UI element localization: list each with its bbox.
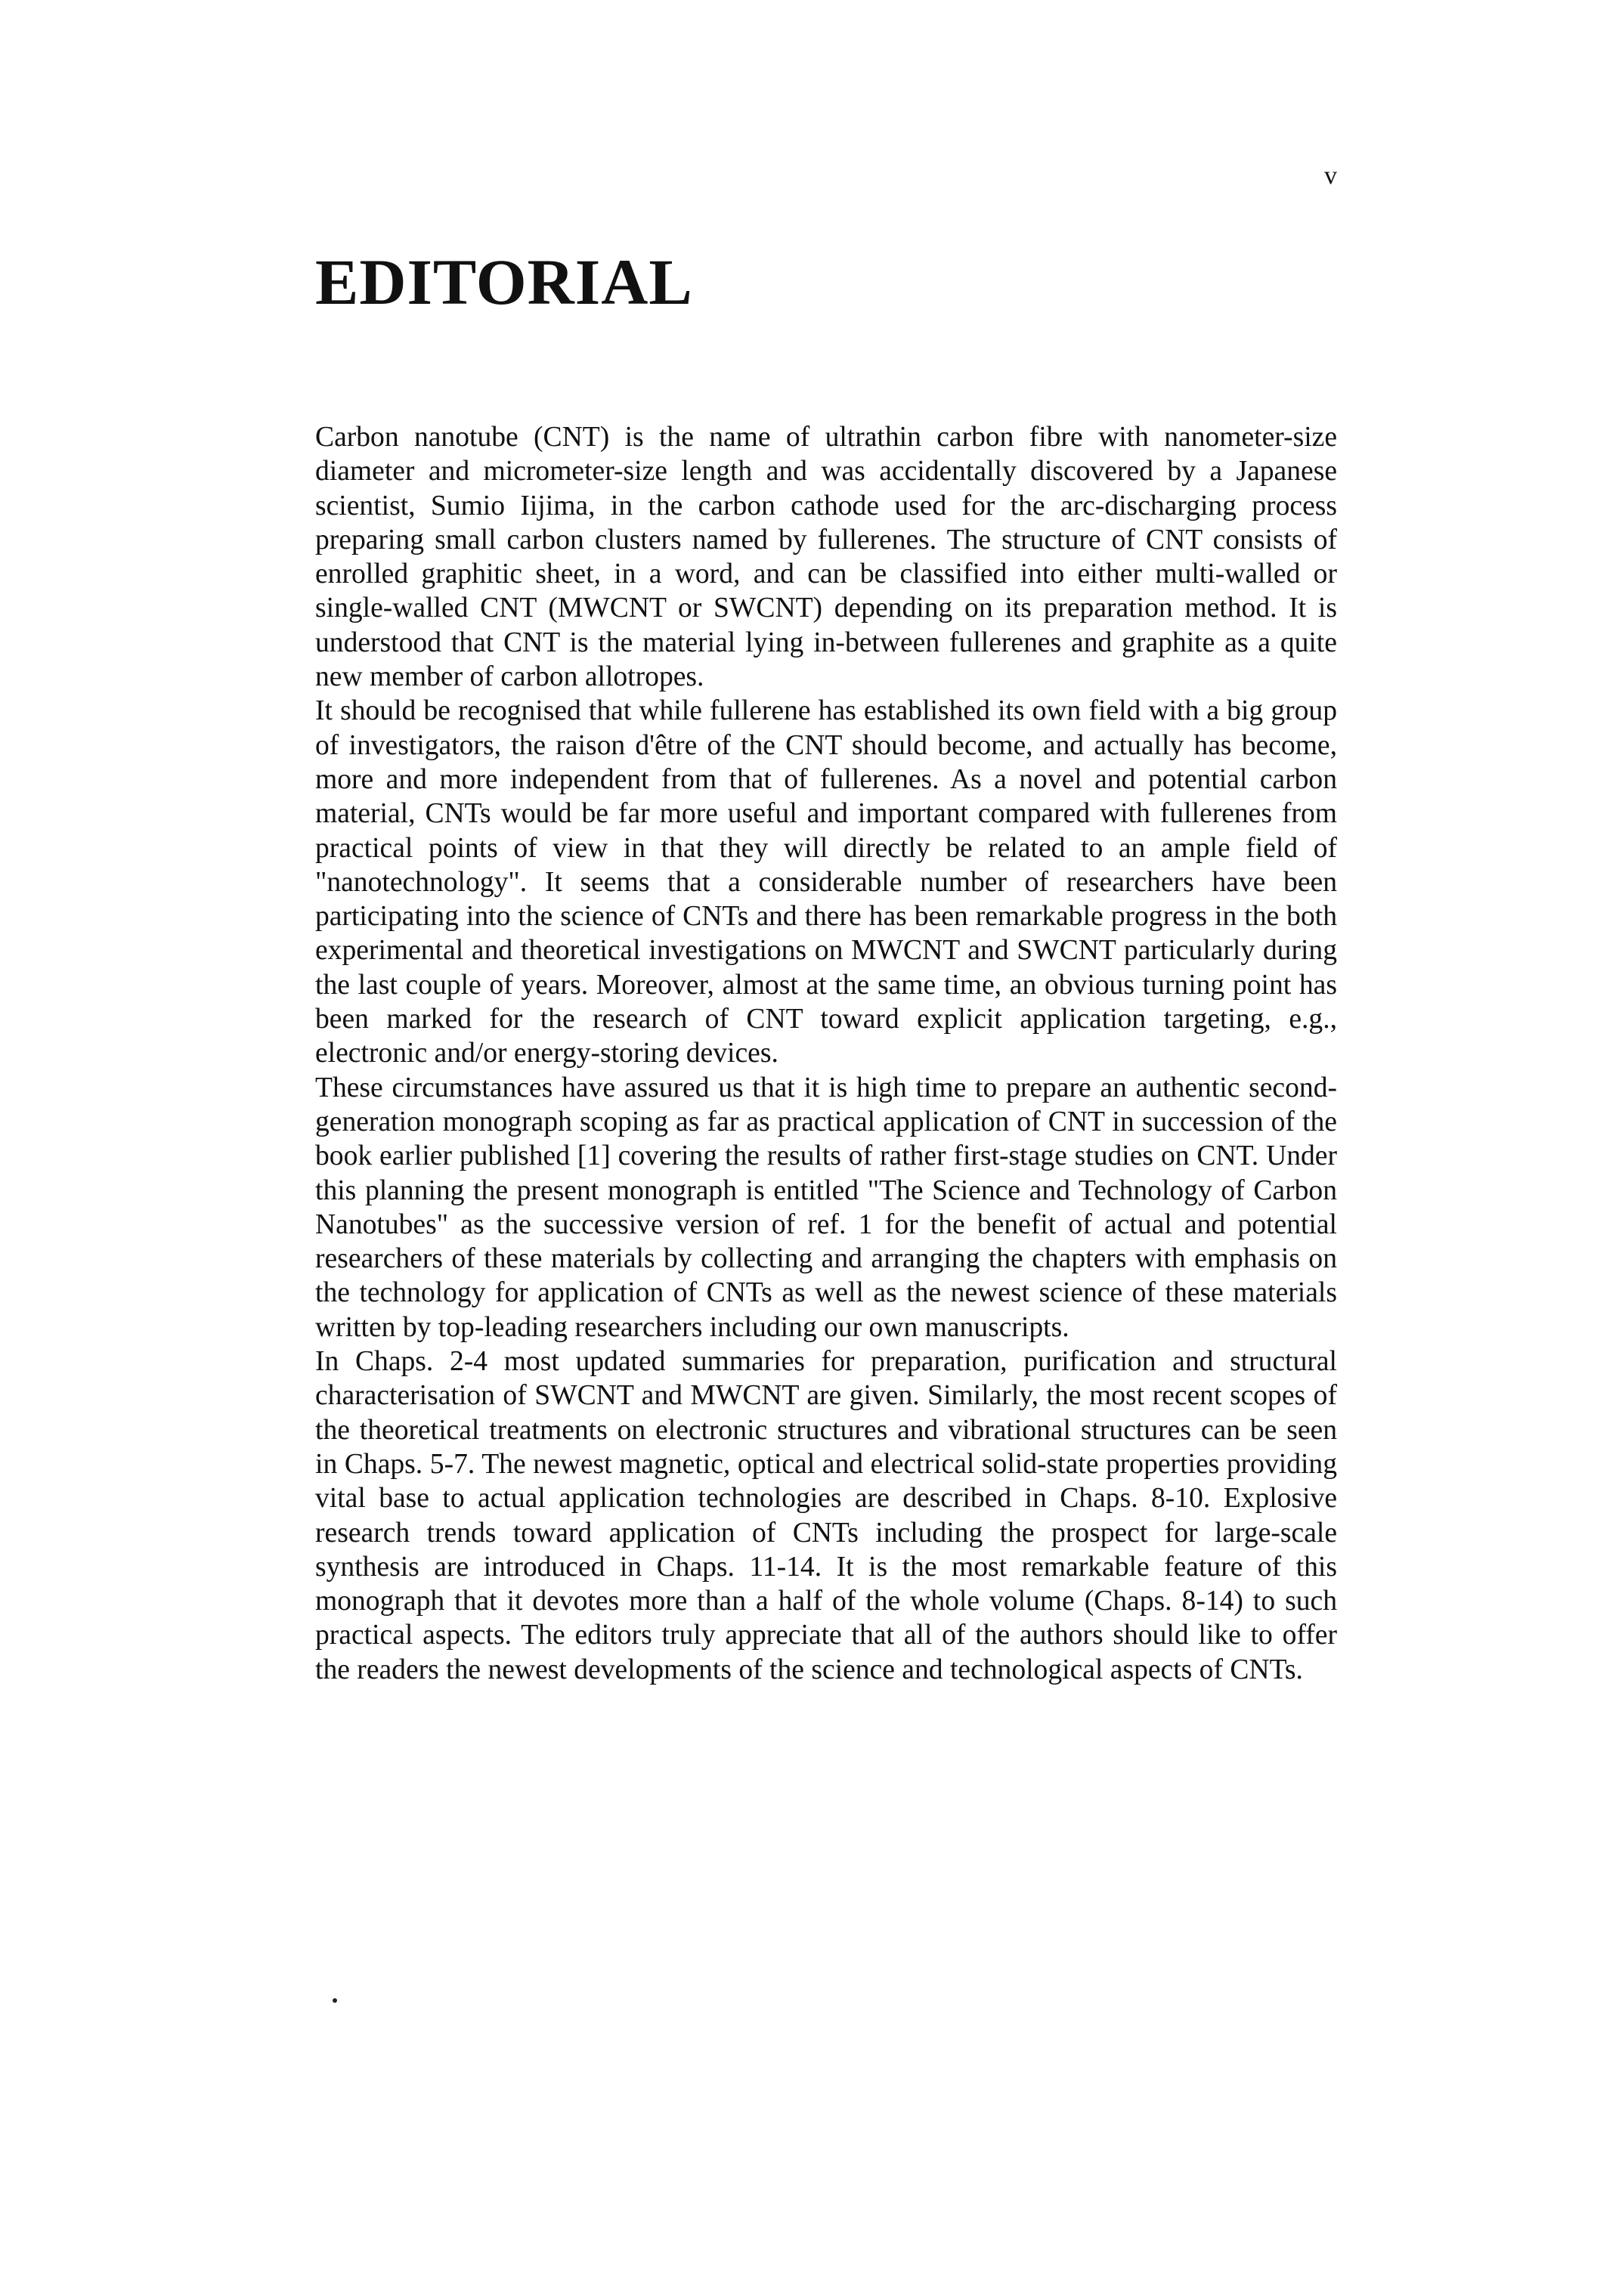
page-number: v: [1324, 162, 1337, 190]
paragraph-3: These circumstances have assured us that it is high time to prepare an authentic second-generation monograph scoping as far as practical application of CNT in succession of the book earlier published [1] covering the results of rather first-stage studies on CNT. Under this planning the present monograph is entitled "The Science and Technology of Carbon Nanotubes" as the successive version of ref. 1 for the benefit of actual and potential researchers of these materials by collecting and arranging the chapters with emphasis on the technology for application of CNTs as well as the newest science of these materials written by top-leading researchers including our own manuscripts.: [315, 1072, 1337, 1343]
stray-mark: [333, 1998, 337, 2003]
page-title: EDITORIAL: [315, 246, 693, 318]
paragraph-2: It should be recognised that while fullerene has established its own field with a big group of investigators, the raison d'être of the CNT should become, and actually has become, more and more independent from that of fullerenes. As a novel and potential carbon material, CNTs would be far more useful and important compared with fullerenes from practical points of view in that they will directly be related to an ample field of "nanotechnology". It seems that a considerable number of researchers have been participating into the science of CNTs and there has been remarkable progress in the both experimental and theoretical investigations on MWCNT and SWCNT particularly during the last couple of years. Moreover, almost at the same time, an obvious turning point has been marked for the research of CNT toward explicit application targeting, e.g., electronic and/or energy-storing devices.: [315, 695, 1337, 1069]
editorial-body: [315, 420, 1337, 1687]
paragraph-1: Carbon nanotube (CNT) is the name of ultrathin carbon fibre with nanometer-size diameter and micrometer-size length and was accidentally discovered by a Japanese scientist, Sumio Iijima, in the carbon cathode used for the arc-discharging process preparing small carbon clusters named by fullerenes. The structure of CNT consists of enrolled graphitic sheet, in a word, and can be classified into either multi-walled or single-walled CNT (MWCNT or SWCNT) depending on its preparation method. It is understood that CNT is the material lying in-between fullerenes and graphite as a quite new member of carbon allotropes.: [315, 422, 1337, 693]
paragraph-4: In Chaps. 2-4 most updated summaries for preparation, purification and structural characterisation of SWCNT and MWCNT are given. Similarly, the most recent scopes of the theoretical treatments on electronic structures and vibrational structures can be seen in Chaps. 5-7. The newest magnetic, optical and electrical solid-state properties providing vital base to actual application technologies are described in Chaps. 8-10. Explosive research trends toward application of CNTs including the prospect for large-scale synthesis are introduced in Chaps. 11-14. It is the most remarkable feature of this monograph that it devotes more than a half of the whole volume (Chaps. 8-14) to such practical aspects. The editors truly appreciate that all of the authors should like to offer the readers the newest developments of the science and technological aspects of CNTs.: [315, 1346, 1337, 1685]
